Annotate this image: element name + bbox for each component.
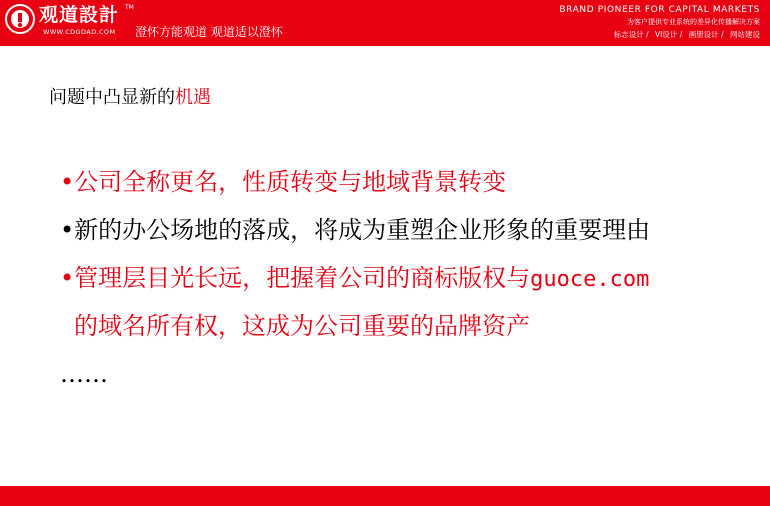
logo-icon <box>5 4 35 34</box>
service-vi-design: VI设计 / <box>655 30 683 39</box>
bullet-trademark-continued: 的域名所有权，这成为公司重要的品牌资产 <box>74 312 530 340</box>
heading-prefix: 问题中凸显新的 <box>49 87 175 108</box>
bullet-rename: •公司全称更名，性质转变与地域背景转变 <box>60 168 507 196</box>
slogan: 澄怀方能观道 观道适以澄怀 <box>135 25 283 39</box>
slide-heading <box>49 87 211 109</box>
bullet-new-office: •新的办公场地的落成，将成为重塑企业形象的重要理由 <box>60 216 651 244</box>
brand-tagline-cn: 为客户提供专业系统的差异化传播解决方案 <box>627 18 760 26</box>
brand-tagline-en: BRAND PIONEER FOR CAPITAL MARKETS <box>559 5 760 15</box>
bullet-list <box>60 165 760 405</box>
header-bar <box>0 0 770 46</box>
domain-name: guoce.com <box>530 267 650 292</box>
bullet-trademark <box>60 261 760 309</box>
services-list <box>610 30 760 40</box>
heading-highlight: 机遇 <box>175 87 211 108</box>
trademark-mark: TM <box>125 4 134 11</box>
service-website: 网站建设 <box>730 30 760 39</box>
footer-bar <box>0 486 770 506</box>
ellipsis: …… <box>60 360 108 388</box>
service-logo-design: 标志设计 / <box>613 30 649 39</box>
logo-url: WWW.CDGDAD.COM <box>43 28 116 36</box>
service-brochure-design: 画册设计 / <box>688 30 724 39</box>
logo-title: 观道設計 <box>39 4 120 26</box>
bullet-trademark-text: •管理层目光长远，把握着公司的商标版权与 <box>60 264 531 292</box>
